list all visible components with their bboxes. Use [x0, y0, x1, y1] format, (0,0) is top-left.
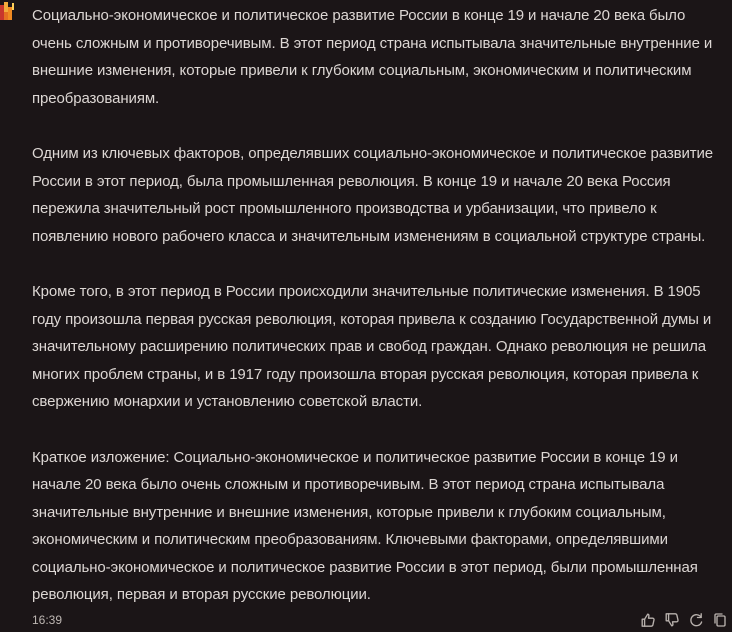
assistant-message: [32, 2, 728, 632]
copy-icon: [712, 612, 728, 628]
message-footer: [0, 606, 732, 632]
thumbs-down-icon: [664, 612, 680, 628]
message-paragraph: Социально-экономическое и политическое развитие России в конце 19 и начале 20 века было очень сложным и противоречивым. В этот период страна испытывала значительные внутренние и внешние изменения, которые привели к глубоким социальным, экономическим и политическим преобразованиям.: [32, 7, 713, 107]
like-button[interactable]: [640, 612, 656, 628]
bot-avatar-icon: [0, 2, 14, 22]
refresh-icon: [688, 612, 704, 628]
message-actions: [640, 612, 728, 628]
message-paragraph: Кроме того, в этот период в России происходили значительные политические изменения. В 1905 году произошла первая русская революция, которая привела к созданию Государственной думы и значительному расширению политических прав и свобод граждан. Однако революция не решила многих проблем страны, и в 1917 году произошла вторая русская революция, которая привела к свержению монархии и установлению советской власти.: [32, 283, 712, 410]
message-timestamp: 16:39: [32, 613, 63, 627]
regenerate-button[interactable]: [688, 612, 704, 628]
message-paragraph: Краткое изложение: Социально-экономическое и политическое развитие России в конце 19 и начале 20 века было очень сложным и противоречивым. В этот период страна испытывала значительные внутренние и внешние изменения, которые привели к глубоким социальным, экономическим и политическим преобразованиям. Ключевыми факторами, определявшими социально-экономическое и политическое развитие России в этот период, были промышленная революция, первая и вторая русские революции.: [32, 448, 698, 603]
message-paragraph: Одним из ключевых факторов, определявших социально-экономическое и политическое развитие России в этот период, была промышленная революция. В конце 19 и начале 20 века Россия пережила значительный рост промышленного производства и урбанизации, что привело к появлению нового рабочего класса и значительным изменениям в социальной структуре страны.: [32, 145, 714, 245]
copy-button[interactable]: [712, 612, 728, 628]
dislike-button[interactable]: [664, 612, 680, 628]
thumbs-up-icon: [640, 612, 656, 628]
